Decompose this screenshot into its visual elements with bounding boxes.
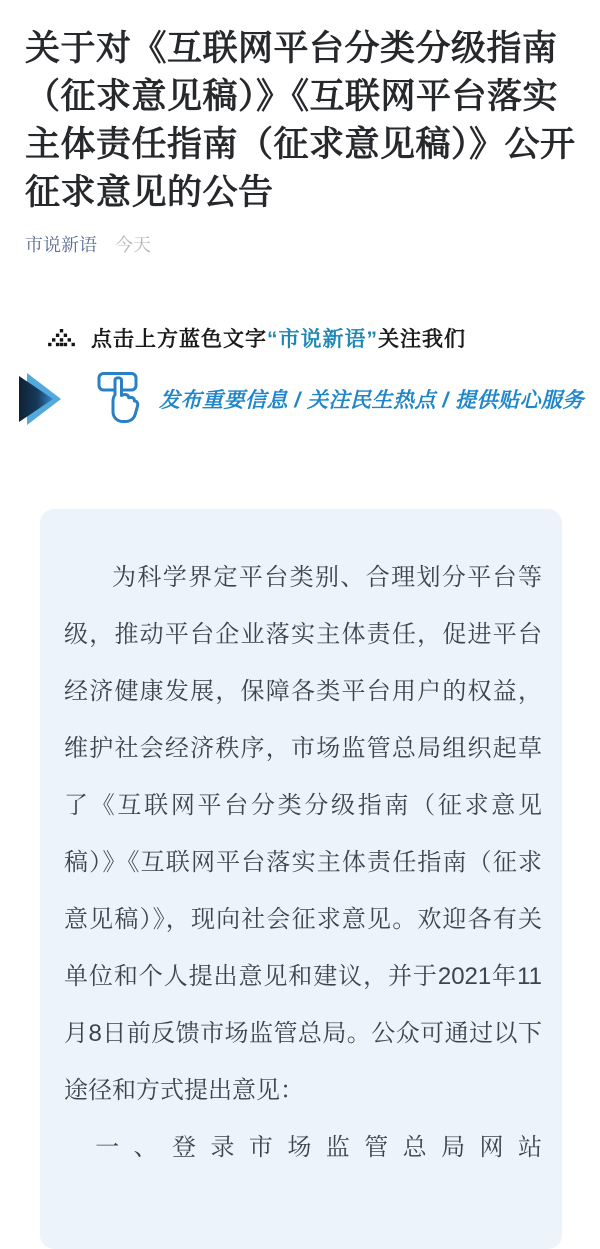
- follow-banner-text: [91, 323, 466, 353]
- hand-click-icon: [97, 371, 139, 427]
- dotted-up-arrow-icon: [48, 329, 75, 347]
- content-card: [40, 509, 562, 1249]
- content-card-wrapper: [40, 509, 562, 1249]
- follow-text-suffix: 关注我们: [378, 328, 466, 351]
- article-title: 关于对《互联网平台分类分级指南（征求意见稿）》《互联网平台落实主体责任指南（征求意见稿）》公开征求意见的公告: [25, 29, 576, 212]
- slogan-banner: [0, 369, 600, 429]
- slogan-banner-text: 发布重要信息 / 关注民生热点 / 提供贴心服务: [159, 389, 585, 412]
- article-page: [0, 25, 600, 1161]
- follow-banner: [48, 323, 575, 353]
- follow-text-prefix: 点击上方蓝色文字: [91, 328, 267, 351]
- play-triangle-icon: [17, 372, 61, 426]
- follow-text-highlight: “市说新语”: [267, 328, 378, 351]
- publish-date: 今天: [115, 235, 151, 255]
- body-paragraph-1: 为科学界定平台类别、合理划分平台等级，推动平台企业落实主体责任，促进平台经济健康发展，保障各类平台用户的权益，维护社会经济秩序，市场监管总局组织起草了《互联网平台分类分级指南（征求意见稿）》《互联网平台落实主体责任指南（征求意见稿）》，现向社会征求意见。欢迎各有关单位和个人提出意见和建议，并于2021年11月8日前反馈市场监管总局。公众可通过以下途径和方式提出意见：: [64, 564, 542, 1104]
- account-name-link[interactable]: 市说新语: [25, 235, 97, 255]
- body-paragraph-2: 一、登录市场监管总局网站: [95, 1134, 542, 1161]
- article-meta: [25, 231, 575, 257]
